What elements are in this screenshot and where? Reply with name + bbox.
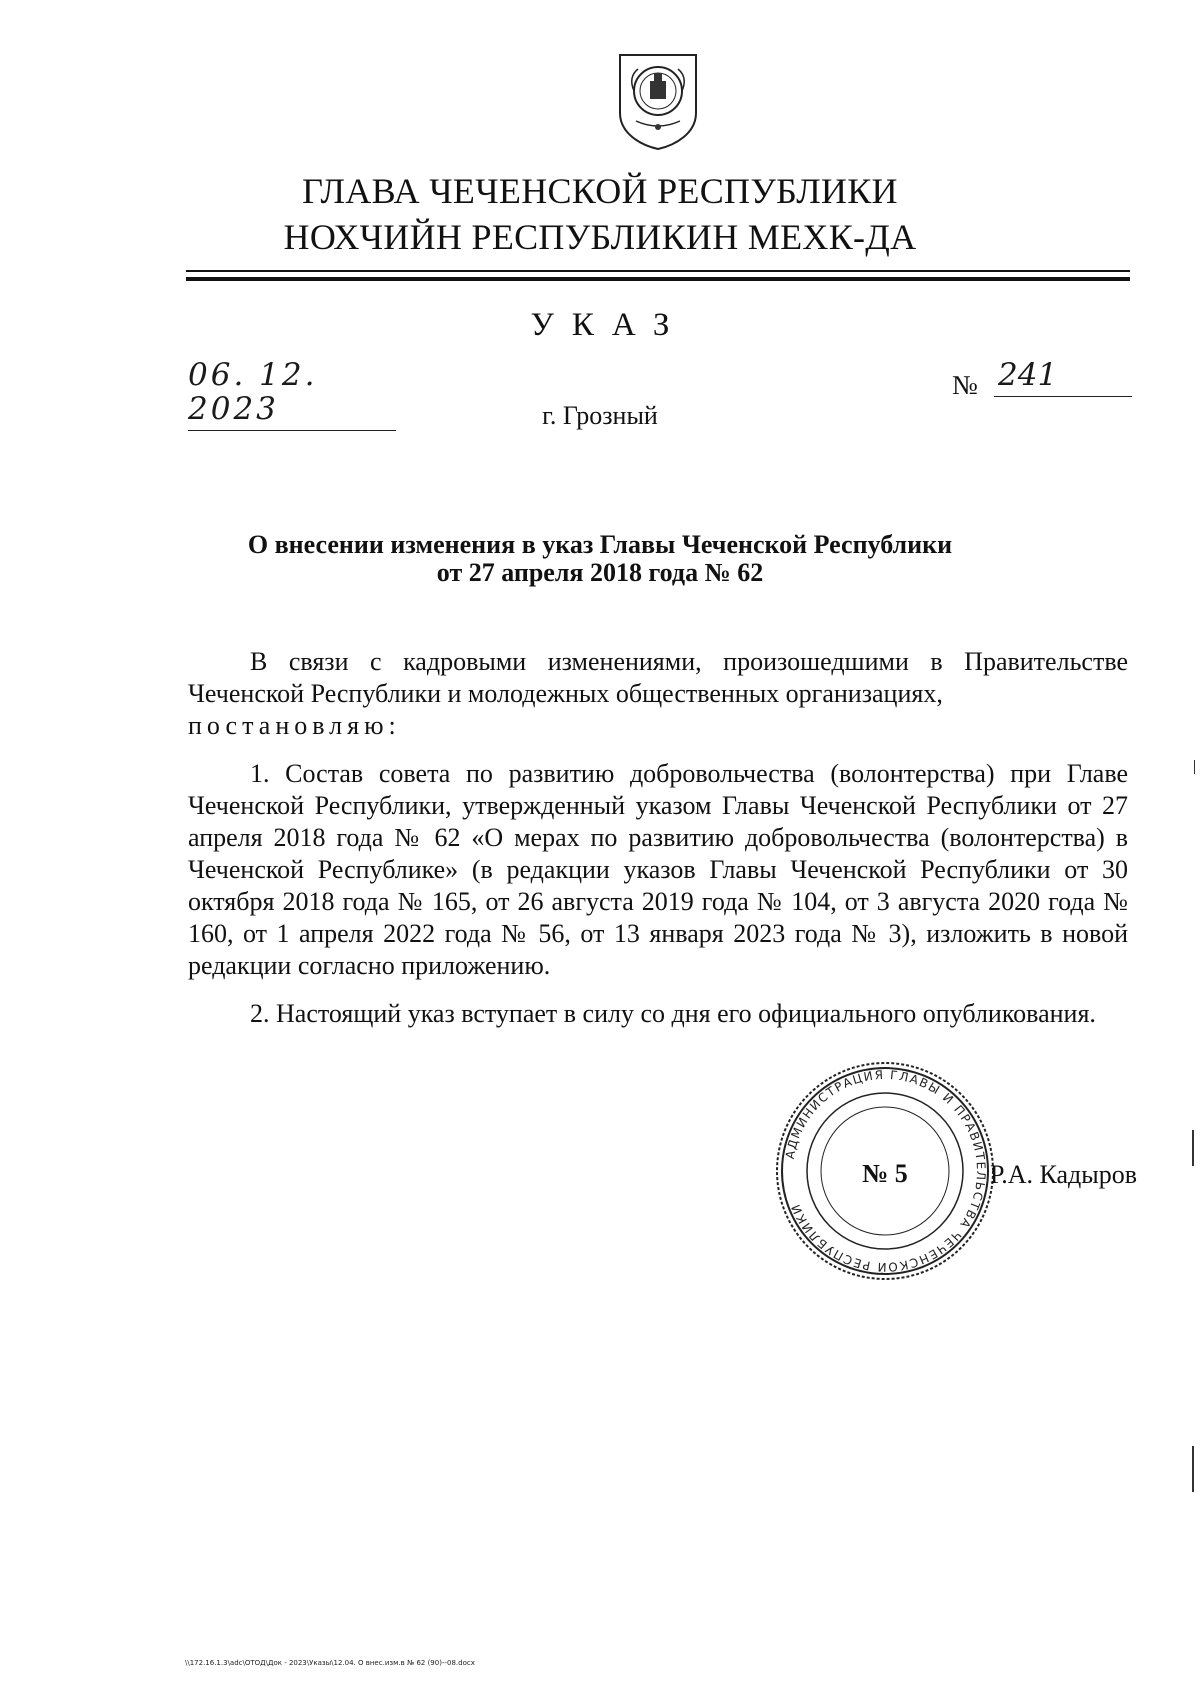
header-divider-thin <box>186 270 1130 272</box>
subject-line-2: от 27 апреля 2018 года № 62 <box>436 558 764 587</box>
handwritten-number: 241 <box>994 358 1132 397</box>
scan-edge-mark <box>1192 1446 1194 1492</box>
signer-name: Р.А. Кадыров <box>990 1160 1137 1189</box>
item-2-text: 2. Настоящий указ вступает в силу со дня его официального опубликования. <box>250 999 1096 1028</box>
city-line: г. Грозный <box>542 401 658 430</box>
subject-line-1: О внесении изменения в указ Главы Чеченской Республики <box>247 530 953 559</box>
header-line-ru: ГЛАВА ЧЕЧЕНСКОЙ РЕСПУБЛИКИ <box>302 171 898 211</box>
seal-number: № 5 <box>862 1159 908 1188</box>
footer-file-path: \\172.16.1.3\adc\OTOД\Док - 2023\Указы\12.04. О внес.изм.в № 62 (90)--08.docx <box>185 1659 475 1667</box>
seal-ring-text: АДМИНИСТРАЦИЯ ГЛАВЫ И ПРАВИТЕЛЬСТВА ЧЕЧЕНСКОЙ РЕСПУБЛИКИ <box>782 1067 989 1275</box>
coat-of-arms-emblem <box>614 51 702 151</box>
header-line-ce: НОХЧИЙН РЕСПУБЛИКИН МЕХК-ДА <box>283 217 917 257</box>
header-divider-thick <box>186 277 1130 281</box>
preamble-paragraph <box>188 646 1128 742</box>
scan-edge-mark <box>1192 1130 1194 1166</box>
handwritten-date: 06. 12. 2023 <box>188 358 396 431</box>
number-label: № <box>952 370 978 400</box>
item-1-paragraph <box>188 758 1128 982</box>
item-1-text: 1. Состав совета по развитию добровольчества (волонтерства) при Главе Чеченской Республики, утвержденный указом Главы Чеченской Республики от 27 апреля 2018 года № 62 «О мерах по развитию добровольчества (волонтерства) в Чеченской Республике» (в редакции указов Главы Чеченской Республики от 30 октября 2018 года № 165, от 26 августа 2019 года № 104, от 3 августа 2020 года № 160, от 1 апреля 2022 года № 56, от 13 января 2023 года № 3), изложить в новой редакции согласно приложению. <box>188 759 1128 980</box>
preamble-text: В связи с кадровыми изменениями, произошедшими в Правительстве Чеченской Республики и молодежных общественных организациях, <box>188 647 1128 708</box>
document-type-title: УКАЗ <box>530 307 688 343</box>
decree-subject <box>0 531 1200 587</box>
scan-edge-mark <box>1194 760 1195 774</box>
official-seal <box>774 1060 996 1282</box>
item-2-paragraph <box>188 998 1128 1030</box>
resolve-word: постановляю: <box>188 711 401 740</box>
